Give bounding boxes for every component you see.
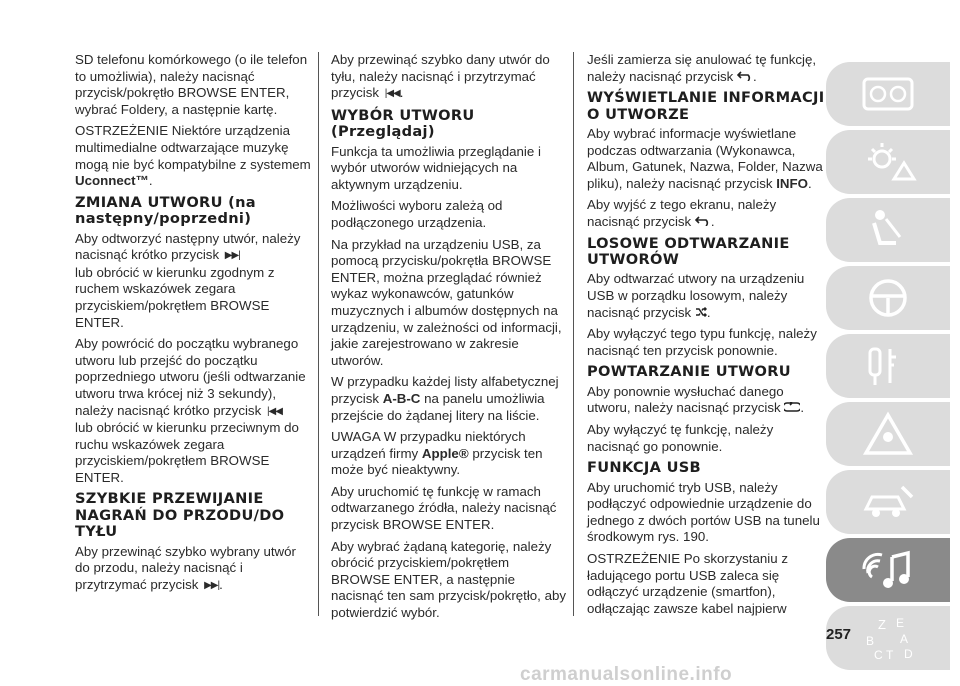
paragraph: SD telefonu komórkowego (o ile telefon to umożliwia), należy nacisnąć przycisk/pokrętło BROWSE ENTER, wybrać Foldery, a następnie kartę. [75,52,308,117]
paragraph: Aby odtwarzać utwory na urządzeniu USB w porządku losowym, należy nacisnąć przycisk . [587,271,805,320]
paragraph: Aby wyjść z tego ekranu, należy nacisnąć przycisk . [587,197,777,229]
car-dashboard-icon[interactable] [826,62,950,126]
rail-letter: A [900,632,909,646]
paragraph: Aby wyłączyć tego typu funkcję, należy nacisnąć ten przycisk ponownie. [587,326,817,358]
rail-letter: Z [878,617,886,632]
rail-letter: C [874,648,883,661]
shuffle-icon [695,306,707,318]
paragraph: Na przykład na urządzeniu USB, za pomocą przycisku/pokrętła BROWSE ENTER, można przeglądać również wykaz wykonawców, gatunków muzycznych i albumów dostępnych na urządzeniu, w zależności od informacji, jakie zarejestrowano w zakresie utworów. [331,236,562,368]
section-heading: WYBÓR UTWORU (Przeglądaj) [331,106,475,141]
paragraph: Aby ponownie wysłuchać danego utworu, należy nacisnąć przycisk . [587,383,805,416]
paragraph: W przypadku każdej listy alfabetycznej przycisk A-B-C na panelu umożliwia przejście do żądanej litery na liście. [331,374,559,423]
rail-letter: T [886,648,894,661]
paragraph: Aby przewinąć szybko wybrany utwór do przodu, należy nacisnąć i przytrzymać przycisk ▶▶|. [75,544,313,595]
previous-track-icon: |◀◀ [266,405,282,417]
column-divider [573,52,574,616]
section-heading: ZMIANA UTWORU (na następny/poprzedni) [75,193,256,228]
section-heading: POWTARZANIE UTWORU [587,363,791,381]
text-column-2 [331,52,569,627]
previous-track-icon: |◀◀ [384,88,400,100]
repeat-icon [784,402,800,412]
paragraph: Aby przewinąć szybko dany utwór do tyłu, należy nacisnąć i przytrzymać przycisk |◀◀. [331,52,569,103]
back-arrow-icon [737,71,753,81]
paragraph: Aby wyłączyć tę funkcję, należy nacisnąć go ponownie. [587,421,774,454]
multimedia-icon[interactable] [826,538,950,602]
uconnect-brand: Uconnect™ [75,173,149,189]
text-column-1 [75,52,313,599]
page-number: 257 [826,626,852,643]
steering-wheel-icon[interactable] [826,266,950,330]
paragraph: OSTRZEŻENIE Niektóre urządzenia multimedialne odtwarzające muzykę mogą nie być kompatybilne z systemem Uconnect™. [75,123,311,189]
watermark: carmanualsonline.info [520,664,733,685]
paragraph: Aby wybrać żądaną kategorię, należy obrócić przyciskiem/pokrętłem BROWSE ENTER, a następnie nacisnąć ten sam przycisk/pokrętło, aby potwierdzić wybór. [331,538,567,621]
section-heading: WYŚWIETLANIE INFORMACJI O UTWORZE [587,89,825,123]
abc-button-label: A-B-C [382,390,421,406]
paragraph: Funkcja ta umożliwia przeglądanie i wybór utworów widniejących na aktywnym urządzeniu. [331,143,541,192]
warning-lights-icon[interactable] [826,130,950,194]
back-arrow-icon [695,216,711,226]
section-heading: LOSOWE ODTWARZANIE UTWORÓW [587,234,790,268]
paragraph: Aby uruchomić tę funkcję w ramach odtwarzanego źródła, należy nacisnąć przycisk BROWSE ENTER. [331,483,557,533]
section-heading: FUNKCJA USB [587,459,701,477]
next-track-icon: ▶▶| [224,250,240,262]
seat-airbag-icon[interactable] [826,198,950,262]
rail-letter: E [896,616,905,630]
text-column-3 [587,52,825,622]
rail-letter: D [904,647,913,661]
info-button-label: INFO [776,175,808,191]
key-icon[interactable] [826,334,950,398]
paragraph: Aby wybrać informacje wyświetlane podczas odtwarzania (Wykonawca, Album, Gatunek, Nazwa, Folder, Nazwa pliku), należy nacisnąć przycisk INFO. [587,126,823,191]
column-divider [318,52,319,616]
paragraph: Jeśli zamierza się anulować tę funkcję, należy nacisnąć przycisk . [587,52,817,84]
paragraph: UWAGA W przypadku niektórych urządzeń firmy Apple® przycisk ten może być nieaktywny. [331,429,543,478]
paragraph: Możliwości wyboru zależą od podłączonego urządzenia. [331,198,503,230]
paragraph: Aby powrócić do początku wybranego utworu lub przejść do początku poprzedniego utworu (jeśli odtwarzanie utworu trwa krócej niż 3 sekundy), należy nacisnąć krótko przycisk |◀◀ lub obrócić w kierunku przeciwnym do ruchu wskazówek zegara przyciskiem/pokrętłem BROWSE ENTER. [75,336,306,485]
rail-letter: B [866,634,875,648]
next-track-icon: ▶▶| [204,579,220,591]
wrench-car-icon[interactable] [826,470,950,534]
section-heading: SZYBKIE PRZEWIJANIE NAGRAŃ DO PRZODU/DO TYŁU [75,490,285,541]
road-warning-icon[interactable] [826,402,950,466]
paragraph: Aby uruchomić tryb USB, należy podłączyć odpowiednie urządzenie do jednego z dwóch portów USB na tunelu środkowym rys. 190. [587,479,820,545]
paragraph: OSTRZEŻENIE Po skorzystaniu z ładującego portu USB zaleca się odłączyć urządzenie (smartfon), odłączając zawsze kabel najpierw [587,550,788,616]
apple-brand: Apple® [421,445,469,461]
paragraph: Aby odtworzyć następny utwór, należy nacisnąć krótko przycisk ▶▶| lub obrócić w kierunku zgodnym z ruchem wskazówek zegara przyciskiem/pokrętłem BROWSE ENTER. [75,230,301,330]
